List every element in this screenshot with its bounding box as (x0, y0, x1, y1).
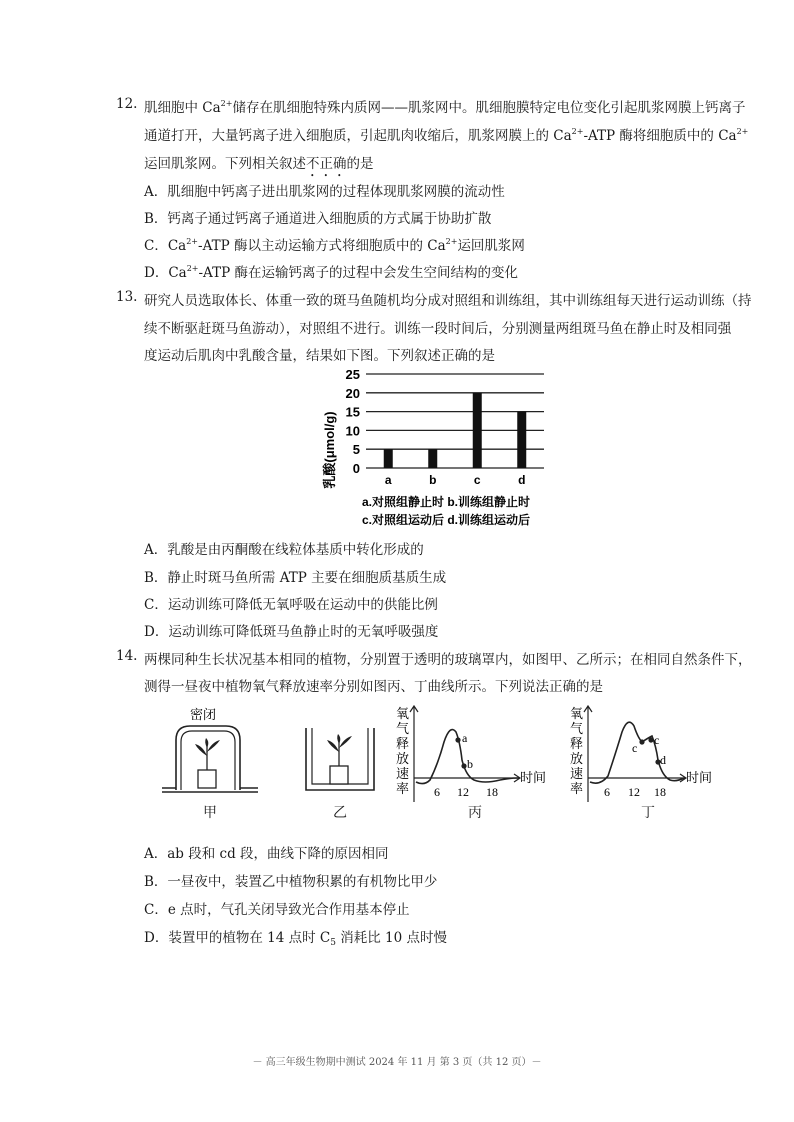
question-line: 研究人员选取体长、体重一致的斑马鱼随机均分成对照组和训练组，其中训练组每天进行运动训练（持 (144, 293, 752, 309)
option-a: A．ab 段和 cd 段，曲线下降的原因相同 (144, 846, 389, 862)
bar-d (517, 412, 526, 468)
chart-legend-line-2: c.对照组运动后 d.训练组运动后 (362, 513, 531, 527)
point-e (639, 739, 644, 744)
y-tick-label: 20 (345, 385, 360, 401)
option-a: A．乳酸是由丙酮酸在线粒体基质中转化形成的 (144, 542, 424, 558)
svg-text:c: c (654, 733, 660, 747)
svg-text:a: a (462, 731, 468, 745)
svg-text:d: d (660, 753, 666, 767)
svg-text:12: 12 (628, 785, 640, 799)
svg-text:放: 放 (396, 751, 410, 766)
x-tick-label: a (384, 473, 392, 487)
question-number: 14. (116, 648, 138, 664)
question-line: 运回肌浆网。下列相关叙述不正确的是 (144, 156, 374, 172)
svg-text:气: 气 (396, 721, 410, 736)
figure-caption-ding: 丁 (641, 805, 655, 821)
figure-caption-jia: 甲 (203, 805, 217, 821)
svg-text:率: 率 (570, 781, 584, 796)
svg-text:氧: 氧 (570, 706, 584, 721)
svg-text:6: 6 (434, 785, 440, 799)
svg-text:气: 气 (570, 721, 584, 736)
figure-yi-open-container (300, 706, 380, 796)
bar-c (473, 393, 482, 468)
svg-text:放: 放 (570, 751, 584, 766)
x-tick-label: d (518, 473, 526, 487)
point-a (455, 737, 460, 742)
bar-b (428, 449, 437, 468)
option-b: B．一昼夜中，装置乙中植物积累的有机物比甲少 (144, 874, 438, 890)
y-tick-label: 15 (345, 404, 360, 420)
bar-a (384, 449, 393, 468)
figure-ding-oxygen-rate-curve (566, 702, 736, 812)
page-footer: － 高三年级生物期中测试 2024 年 11 月 第 3 页（共 12 页）－ (252, 1057, 542, 1068)
y-tick-label: 25 (345, 367, 360, 382)
option-d: D．装置甲的植物在 14 点时 $C_5$ 消耗比 10 点时慢 (144, 930, 448, 948)
svg-text:释: 释 (396, 736, 410, 751)
point-b (461, 763, 466, 768)
option-c: C．e 点时，气孔关闭导致光合作用基本停止 (144, 902, 410, 918)
figure-caption-yi: 乙 (333, 805, 347, 821)
option-b: B．静止时斑马鱼所需 ATP 主要在细胞质基质生成 (144, 570, 447, 586)
svg-text:时间: 时间 (520, 770, 547, 785)
option-d: D．$Ca^{2+}$-ATP 酶在运输钙离子的过程中会发生空间结构的变化 (144, 264, 518, 281)
chart-yticks (346, 367, 360, 476)
figure-caption-bing: 丙 (468, 805, 482, 821)
svg-text:6: 6 (604, 785, 610, 799)
chart-xticks (385, 473, 526, 487)
y-tick-label: 0 (352, 461, 360, 476)
option-a: A．肌细胞中钙离子进出肌浆网的过程体现肌浆网膜的流动性 (144, 184, 505, 200)
chart-y-axis-label: 乳酸(μmol/g) (322, 411, 337, 489)
point-c (648, 737, 653, 742)
svg-text:b: b (467, 757, 473, 771)
x-tick-label: b (429, 473, 437, 487)
question-line: 度运动后肌肉中乳酸含量，结果如下图。下列叙述正确的是 (144, 348, 495, 364)
svg-text:率: 率 (396, 781, 410, 796)
chart-legend-line-1: a.对照组静止时 b.训练组静止时 (362, 495, 531, 509)
svg-text:18: 18 (486, 785, 498, 799)
y-axis-label (570, 706, 583, 796)
question-number: 13. (116, 289, 138, 305)
emphasis-text: 不正确 (306, 156, 347, 172)
question-line: 续不断驱赶斑马鱼游动），对照组不进行。训练一段时间后，分别测量两组斑马鱼在静止时及相同强 (144, 321, 732, 337)
question-line: 测得一昼夜中植物氧气释放速率分别如图丙、丁曲线所示。下列说法正确的是 (144, 679, 603, 695)
svg-text:12: 12 (457, 785, 469, 799)
svg-text:18: 18 (654, 785, 666, 799)
lactic-acid-bar-chart (300, 362, 580, 532)
sealed-label: 密闭 (190, 707, 217, 722)
question-number: 12. (116, 96, 138, 112)
figure-bing-oxygen-rate-curve (390, 702, 560, 812)
x-tick-label: c (473, 473, 481, 487)
option-b: B．钙离子通过钙离子通道进入细胞质的方式属于协助扩散 (144, 211, 492, 227)
svg-text:氧: 氧 (396, 706, 410, 721)
svg-text:速: 速 (570, 766, 584, 781)
svg-text:时间: 时间 (686, 770, 713, 785)
option-c: C．$Ca^{2+}$-ATP 酶以主动运输方式将细胞质中的 $Ca^{2+}$运回肌浆网 (144, 237, 525, 254)
figure-jia-sealed-bell-jar (160, 706, 260, 796)
y-tick-label: 5 (352, 442, 360, 458)
question-line: 肌细胞中 $Ca^{2+}$储存在肌细胞特殊内质网——肌浆网中。肌细胞膜特定电位变化引起肌浆网膜上钙离子 (144, 99, 746, 116)
option-c: C．运动训练可降低无氧呼吸在运动中的供能比例 (144, 597, 438, 613)
question-line: 通道打开，大量钙离子进入细胞质，引起肌肉收缩后，肌浆网膜上的 $Ca^{2+}$-ATP 酶将细胞质中的 $Ca^{2+}$ (144, 127, 749, 144)
svg-text:c: c (632, 741, 638, 755)
y-axis-label (396, 706, 409, 796)
svg-text:释: 释 (570, 736, 584, 751)
option-d: D．运动训练可降低斑马鱼静止时的无氧呼吸强度 (144, 624, 439, 640)
y-tick-label: 10 (345, 423, 360, 439)
svg-text:速: 速 (396, 766, 410, 781)
question-line: 两棵同种生长状况基本相同的植物，分别置于透明的玻璃罩内，如图甲、乙所示；在相同自然条件下， (144, 652, 752, 668)
